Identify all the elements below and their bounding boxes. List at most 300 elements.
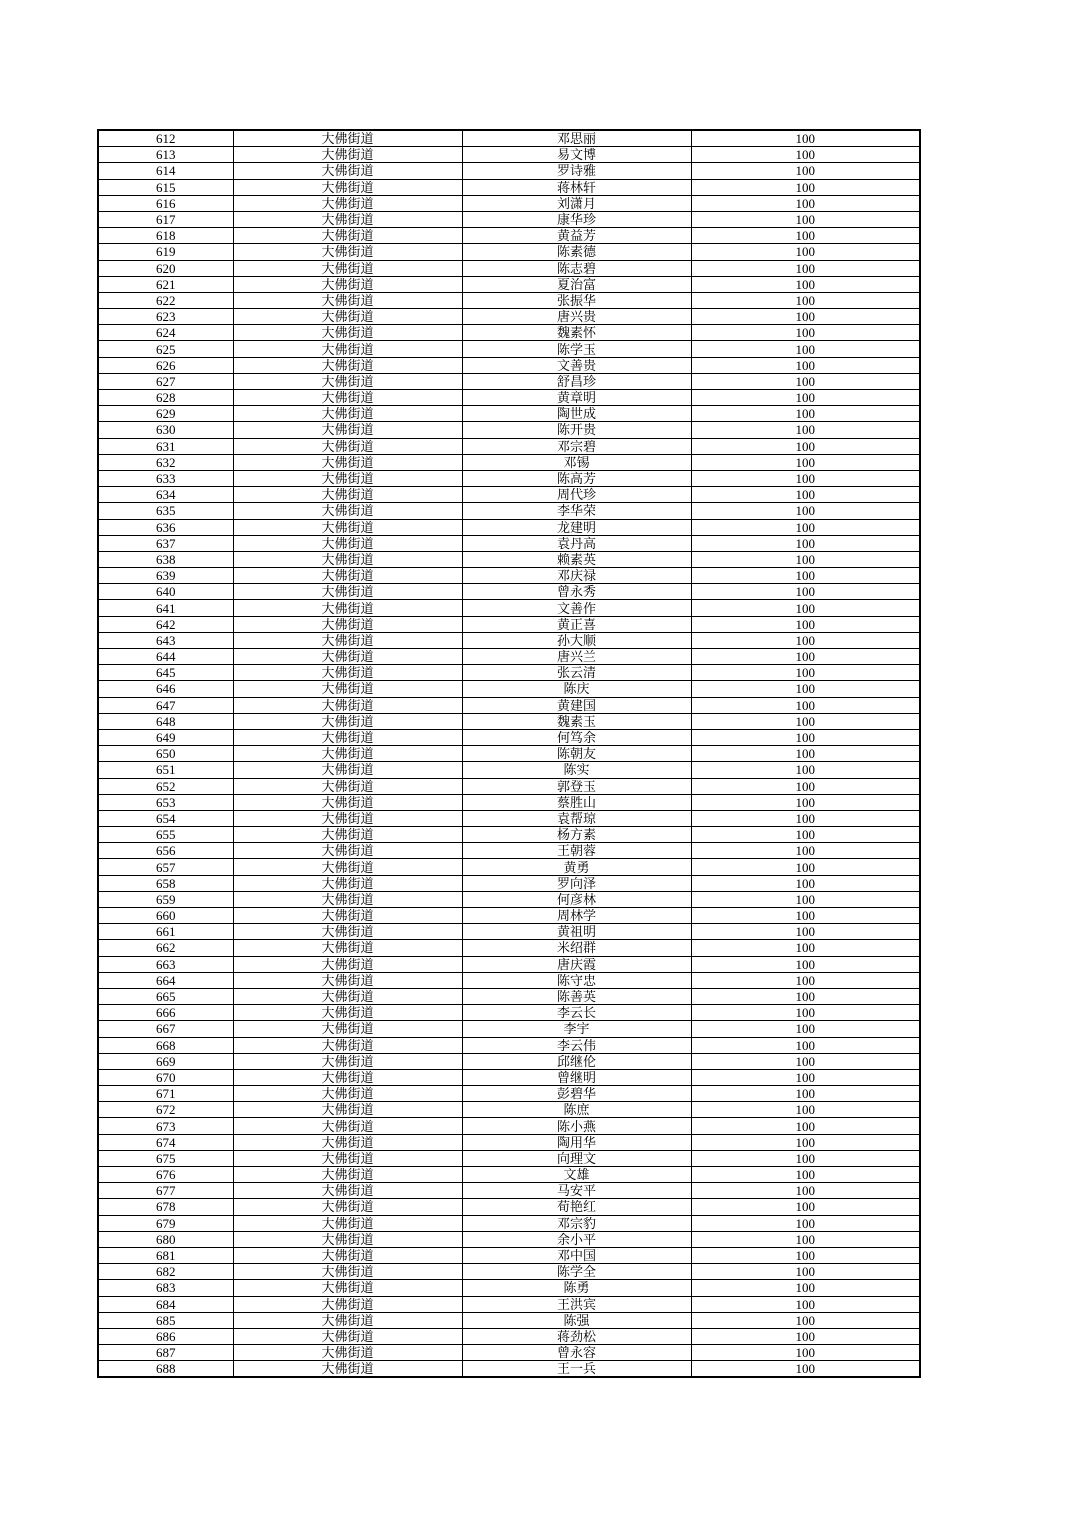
amount-cell: 100 <box>691 875 920 891</box>
street-cell: 大佛街道 <box>233 891 462 907</box>
name-cell: 袁帮琼 <box>462 810 691 826</box>
amount-cell: 100 <box>691 810 920 826</box>
amount-cell: 100 <box>691 1118 920 1134</box>
street-cell: 大佛街道 <box>233 438 462 454</box>
amount-cell: 100 <box>691 519 920 535</box>
table-row <box>98 470 920 486</box>
table-row <box>98 778 920 794</box>
amount-cell: 100 <box>691 470 920 486</box>
name-cell: 杨方素 <box>462 827 691 843</box>
table-row <box>98 600 920 616</box>
table-row <box>98 454 920 470</box>
row-number-cell: 634 <box>98 487 233 503</box>
table-row <box>98 1005 920 1021</box>
row-number-cell: 639 <box>98 568 233 584</box>
street-cell: 大佛街道 <box>233 519 462 535</box>
amount-cell: 100 <box>691 1345 920 1361</box>
table-row <box>98 1231 920 1247</box>
street-cell: 大佛街道 <box>233 1231 462 1247</box>
street-cell: 大佛街道 <box>233 762 462 778</box>
row-number-cell: 614 <box>98 163 233 179</box>
amount-cell: 100 <box>691 665 920 681</box>
amount-cell: 100 <box>691 762 920 778</box>
amount-cell: 100 <box>691 292 920 308</box>
table-row <box>98 503 920 519</box>
amount-cell: 100 <box>691 1037 920 1053</box>
table-row <box>98 390 920 406</box>
table-row <box>98 1053 920 1069</box>
row-number-cell: 662 <box>98 940 233 956</box>
street-cell: 大佛街道 <box>233 179 462 195</box>
amount-cell: 100 <box>691 827 920 843</box>
amount-cell: 100 <box>691 1215 920 1231</box>
name-cell: 罗诗雅 <box>462 163 691 179</box>
table-row <box>98 244 920 260</box>
row-number-cell: 682 <box>98 1264 233 1280</box>
name-cell: 陈小燕 <box>462 1118 691 1134</box>
table-row <box>98 697 920 713</box>
amount-cell: 100 <box>691 1005 920 1021</box>
amount-cell: 100 <box>691 746 920 762</box>
name-cell: 邓庆禄 <box>462 568 691 584</box>
street-cell: 大佛街道 <box>233 794 462 810</box>
row-number-cell: 671 <box>98 1086 233 1102</box>
amount-cell: 100 <box>691 697 920 713</box>
amount-cell: 100 <box>691 325 920 341</box>
row-number-cell: 687 <box>98 1345 233 1361</box>
name-cell: 曾永容 <box>462 1345 691 1361</box>
amount-cell: 100 <box>691 988 920 1004</box>
row-number-cell: 612 <box>98 130 233 147</box>
amount-cell: 100 <box>691 1199 920 1215</box>
name-cell: 陈高芳 <box>462 470 691 486</box>
row-number-cell: 640 <box>98 584 233 600</box>
row-number-cell: 664 <box>98 972 233 988</box>
row-number-cell: 642 <box>98 616 233 632</box>
table-row <box>98 632 920 648</box>
table-row <box>98 276 920 292</box>
street-cell: 大佛街道 <box>233 341 462 357</box>
row-number-cell: 646 <box>98 681 233 697</box>
table-row <box>98 551 920 567</box>
name-cell: 邓思丽 <box>462 130 691 147</box>
name-cell: 魏素玉 <box>462 713 691 729</box>
street-cell: 大佛街道 <box>233 1150 462 1166</box>
amount-cell: 100 <box>691 373 920 389</box>
street-cell: 大佛街道 <box>233 843 462 859</box>
amount-cell: 100 <box>691 244 920 260</box>
street-cell: 大佛街道 <box>233 1037 462 1053</box>
table-row <box>98 956 920 972</box>
row-number-cell: 656 <box>98 843 233 859</box>
street-cell: 大佛街道 <box>233 746 462 762</box>
table-row <box>98 972 920 988</box>
row-number-cell: 663 <box>98 956 233 972</box>
amount-cell: 100 <box>691 649 920 665</box>
row-number-cell: 637 <box>98 535 233 551</box>
row-number-cell: 644 <box>98 649 233 665</box>
row-number-cell: 633 <box>98 470 233 486</box>
row-number-cell: 629 <box>98 406 233 422</box>
amount-cell: 100 <box>691 1102 920 1118</box>
street-cell: 大佛街道 <box>233 1118 462 1134</box>
table-row <box>98 988 920 1004</box>
row-number-cell: 670 <box>98 1069 233 1085</box>
street-cell: 大佛街道 <box>233 211 462 227</box>
name-cell: 夏治富 <box>462 276 691 292</box>
table-row <box>98 1150 920 1166</box>
name-cell: 陈强 <box>462 1312 691 1328</box>
amount-cell: 100 <box>691 600 920 616</box>
table-row <box>98 195 920 211</box>
name-cell: 罗向泽 <box>462 875 691 891</box>
table-row <box>98 729 920 745</box>
name-cell: 孙大顺 <box>462 632 691 648</box>
row-number-cell: 660 <box>98 908 233 924</box>
amount-cell: 100 <box>691 908 920 924</box>
row-number-cell: 623 <box>98 309 233 325</box>
table-row <box>98 487 920 503</box>
table-row <box>98 1086 920 1102</box>
name-cell: 何笃余 <box>462 729 691 745</box>
row-number-cell: 652 <box>98 778 233 794</box>
amount-cell: 100 <box>691 406 920 422</box>
table-row <box>98 568 920 584</box>
amount-cell: 100 <box>691 130 920 147</box>
amount-cell: 100 <box>691 551 920 567</box>
table-row <box>98 1069 920 1085</box>
street-cell: 大佛街道 <box>233 908 462 924</box>
name-cell: 刘潇月 <box>462 195 691 211</box>
street-cell: 大佛街道 <box>233 713 462 729</box>
table-row <box>98 292 920 308</box>
street-cell: 大佛街道 <box>233 568 462 584</box>
name-cell: 唐兴兰 <box>462 649 691 665</box>
name-cell: 邓宗碧 <box>462 438 691 454</box>
table-row <box>98 1280 920 1296</box>
table-row <box>98 1021 920 1037</box>
table-row <box>98 373 920 389</box>
row-number-cell: 638 <box>98 551 233 567</box>
table-row <box>98 746 920 762</box>
row-number-cell: 628 <box>98 390 233 406</box>
street-cell: 大佛街道 <box>233 956 462 972</box>
row-number-cell: 624 <box>98 325 233 341</box>
street-cell: 大佛街道 <box>233 1086 462 1102</box>
amount-cell: 100 <box>691 309 920 325</box>
name-cell: 荀艳红 <box>462 1199 691 1215</box>
amount-cell: 100 <box>691 179 920 195</box>
row-number-cell: 645 <box>98 665 233 681</box>
street-cell: 大佛街道 <box>233 649 462 665</box>
name-cell: 郭登玉 <box>462 778 691 794</box>
row-number-cell: 669 <box>98 1053 233 1069</box>
name-cell: 赖素英 <box>462 551 691 567</box>
row-number-cell: 615 <box>98 179 233 195</box>
name-cell: 蒋林轩 <box>462 179 691 195</box>
table-row <box>98 325 920 341</box>
street-cell: 大佛街道 <box>233 406 462 422</box>
amount-cell: 100 <box>691 276 920 292</box>
street-cell: 大佛街道 <box>233 195 462 211</box>
row-number-cell: 673 <box>98 1118 233 1134</box>
table-row <box>98 1167 920 1183</box>
street-cell: 大佛街道 <box>233 1264 462 1280</box>
amount-cell: 100 <box>691 211 920 227</box>
name-cell: 周代珍 <box>462 487 691 503</box>
street-cell: 大佛街道 <box>233 260 462 276</box>
name-cell: 邓锡 <box>462 454 691 470</box>
amount-cell: 100 <box>691 503 920 519</box>
row-number-cell: 655 <box>98 827 233 843</box>
amount-cell: 100 <box>691 794 920 810</box>
amount-cell: 100 <box>691 681 920 697</box>
amount-cell: 100 <box>691 1296 920 1312</box>
name-cell: 文雄 <box>462 1167 691 1183</box>
name-cell: 陶世成 <box>462 406 691 422</box>
row-number-cell: 626 <box>98 357 233 373</box>
street-cell: 大佛街道 <box>233 276 462 292</box>
row-number-cell: 657 <box>98 859 233 875</box>
name-cell: 陈守忠 <box>462 972 691 988</box>
name-cell: 王朝蓉 <box>462 843 691 859</box>
row-number-cell: 636 <box>98 519 233 535</box>
amount-cell: 100 <box>691 228 920 244</box>
table-row <box>98 1102 920 1118</box>
table-row <box>98 1247 920 1263</box>
amount-cell: 100 <box>691 1312 920 1328</box>
name-cell: 文善贵 <box>462 357 691 373</box>
name-cell: 陈学全 <box>462 1264 691 1280</box>
amount-cell: 100 <box>691 972 920 988</box>
row-number-cell: 648 <box>98 713 233 729</box>
amount-cell: 100 <box>691 1231 920 1247</box>
table-row <box>98 535 920 551</box>
name-cell: 曾永秀 <box>462 584 691 600</box>
street-cell: 大佛街道 <box>233 1053 462 1069</box>
amount-cell: 100 <box>691 438 920 454</box>
table-row <box>98 649 920 665</box>
row-number-cell: 647 <box>98 697 233 713</box>
row-number-cell: 676 <box>98 1167 233 1183</box>
table-row <box>98 1361 920 1378</box>
table-row <box>98 940 920 956</box>
street-cell: 大佛街道 <box>233 859 462 875</box>
amount-cell: 100 <box>691 1069 920 1085</box>
amount-cell: 100 <box>691 1167 920 1183</box>
amount-cell: 100 <box>691 1264 920 1280</box>
amount-cell: 100 <box>691 357 920 373</box>
table-row <box>98 1118 920 1134</box>
street-cell: 大佛街道 <box>233 1102 462 1118</box>
row-number-cell: 613 <box>98 147 233 163</box>
table-row <box>98 1264 920 1280</box>
amount-cell: 100 <box>691 924 920 940</box>
amount-cell: 100 <box>691 195 920 211</box>
amount-cell: 100 <box>691 584 920 600</box>
amount-cell: 100 <box>691 1361 920 1378</box>
name-cell: 李云长 <box>462 1005 691 1021</box>
row-number-cell: 651 <box>98 762 233 778</box>
table-row <box>98 228 920 244</box>
name-cell: 唐庆霞 <box>462 956 691 972</box>
row-number-cell: 625 <box>98 341 233 357</box>
street-cell: 大佛街道 <box>233 1183 462 1199</box>
name-cell: 何彦林 <box>462 891 691 907</box>
name-cell: 魏素怀 <box>462 325 691 341</box>
row-number-cell: 668 <box>98 1037 233 1053</box>
table-row <box>98 1312 920 1328</box>
street-cell: 大佛街道 <box>233 292 462 308</box>
street-cell: 大佛街道 <box>233 632 462 648</box>
name-cell: 李宇 <box>462 1021 691 1037</box>
row-number-cell: 619 <box>98 244 233 260</box>
street-cell: 大佛街道 <box>233 244 462 260</box>
table-row <box>98 260 920 276</box>
table-row <box>98 163 920 179</box>
amount-cell: 100 <box>691 454 920 470</box>
row-number-cell: 617 <box>98 211 233 227</box>
name-cell: 黄祖明 <box>462 924 691 940</box>
amount-cell: 100 <box>691 956 920 972</box>
amount-cell: 100 <box>691 163 920 179</box>
table-row <box>98 1134 920 1150</box>
street-cell: 大佛街道 <box>233 373 462 389</box>
street-cell: 大佛街道 <box>233 487 462 503</box>
amount-cell: 100 <box>691 1247 920 1263</box>
row-number-cell: 686 <box>98 1328 233 1344</box>
row-number-cell: 683 <box>98 1280 233 1296</box>
street-cell: 大佛街道 <box>233 1361 462 1378</box>
table-row <box>98 422 920 438</box>
row-number-cell: 630 <box>98 422 233 438</box>
name-cell: 米绍群 <box>462 940 691 956</box>
name-cell: 康华珍 <box>462 211 691 227</box>
name-cell: 邱继伦 <box>462 1053 691 1069</box>
street-cell: 大佛街道 <box>233 390 462 406</box>
row-number-cell: 616 <box>98 195 233 211</box>
amount-cell: 100 <box>691 1086 920 1102</box>
table-row <box>98 875 920 891</box>
street-cell: 大佛街道 <box>233 972 462 988</box>
name-cell: 邓中国 <box>462 1247 691 1263</box>
street-cell: 大佛街道 <box>233 1167 462 1183</box>
name-cell: 李华荣 <box>462 503 691 519</box>
row-number-cell: 618 <box>98 228 233 244</box>
data-table <box>97 129 921 1378</box>
table-row <box>98 1296 920 1312</box>
table-row <box>98 908 920 924</box>
amount-cell: 100 <box>691 1134 920 1150</box>
name-cell: 黄正喜 <box>462 616 691 632</box>
name-cell: 黄益芳 <box>462 228 691 244</box>
row-number-cell: 665 <box>98 988 233 1004</box>
name-cell: 马安平 <box>462 1183 691 1199</box>
row-number-cell: 672 <box>98 1102 233 1118</box>
street-cell: 大佛街道 <box>233 163 462 179</box>
name-cell: 龙建明 <box>462 519 691 535</box>
name-cell: 陶用华 <box>462 1134 691 1150</box>
street-cell: 大佛街道 <box>233 309 462 325</box>
street-cell: 大佛街道 <box>233 827 462 843</box>
name-cell: 李云伟 <box>462 1037 691 1053</box>
street-cell: 大佛街道 <box>233 665 462 681</box>
name-cell: 蔡胜山 <box>462 794 691 810</box>
amount-cell: 100 <box>691 778 920 794</box>
row-number-cell: 643 <box>98 632 233 648</box>
table-row <box>98 616 920 632</box>
name-cell: 陈开贵 <box>462 422 691 438</box>
name-cell: 王一兵 <box>462 1361 691 1378</box>
table-row <box>98 406 920 422</box>
row-number-cell: 679 <box>98 1215 233 1231</box>
street-cell: 大佛街道 <box>233 924 462 940</box>
name-cell: 余小平 <box>462 1231 691 1247</box>
table-row <box>98 1345 920 1361</box>
row-number-cell: 680 <box>98 1231 233 1247</box>
street-cell: 大佛街道 <box>233 584 462 600</box>
table-row <box>98 211 920 227</box>
amount-cell: 100 <box>691 1021 920 1037</box>
table-row <box>98 794 920 810</box>
name-cell: 王洪宾 <box>462 1296 691 1312</box>
row-number-cell: 677 <box>98 1183 233 1199</box>
table-row <box>98 584 920 600</box>
table-row <box>98 827 920 843</box>
table-row <box>98 179 920 195</box>
name-cell: 文善作 <box>462 600 691 616</box>
row-number-cell: 622 <box>98 292 233 308</box>
name-cell: 陈学玉 <box>462 341 691 357</box>
row-number-cell: 635 <box>98 503 233 519</box>
name-cell: 黄建国 <box>462 697 691 713</box>
street-cell: 大佛街道 <box>233 1134 462 1150</box>
name-cell: 陈庆 <box>462 681 691 697</box>
table-row <box>98 843 920 859</box>
name-cell: 袁丹高 <box>462 535 691 551</box>
row-number-cell: 685 <box>98 1312 233 1328</box>
table-row <box>98 665 920 681</box>
table-row <box>98 147 920 163</box>
row-number-cell: 688 <box>98 1361 233 1378</box>
amount-cell: 100 <box>691 940 920 956</box>
name-cell: 彭碧华 <box>462 1086 691 1102</box>
name-cell: 周林学 <box>462 908 691 924</box>
street-cell: 大佛街道 <box>233 988 462 1004</box>
street-cell: 大佛街道 <box>233 697 462 713</box>
name-cell: 陈志碧 <box>462 260 691 276</box>
street-cell: 大佛街道 <box>233 1215 462 1231</box>
row-number-cell: 666 <box>98 1005 233 1021</box>
amount-cell: 100 <box>691 859 920 875</box>
row-number-cell: 632 <box>98 454 233 470</box>
amount-cell: 100 <box>691 390 920 406</box>
street-cell: 大佛街道 <box>233 422 462 438</box>
table-row <box>98 924 920 940</box>
table-row <box>98 1199 920 1215</box>
row-number-cell: 650 <box>98 746 233 762</box>
amount-cell: 100 <box>691 1328 920 1344</box>
amount-cell: 100 <box>691 260 920 276</box>
name-cell: 蒋劲松 <box>462 1328 691 1344</box>
row-number-cell: 678 <box>98 1199 233 1215</box>
row-number-cell: 674 <box>98 1134 233 1150</box>
row-number-cell: 675 <box>98 1150 233 1166</box>
amount-cell: 100 <box>691 843 920 859</box>
table-row <box>98 1215 920 1231</box>
table-row <box>98 309 920 325</box>
name-cell: 陈朝友 <box>462 746 691 762</box>
